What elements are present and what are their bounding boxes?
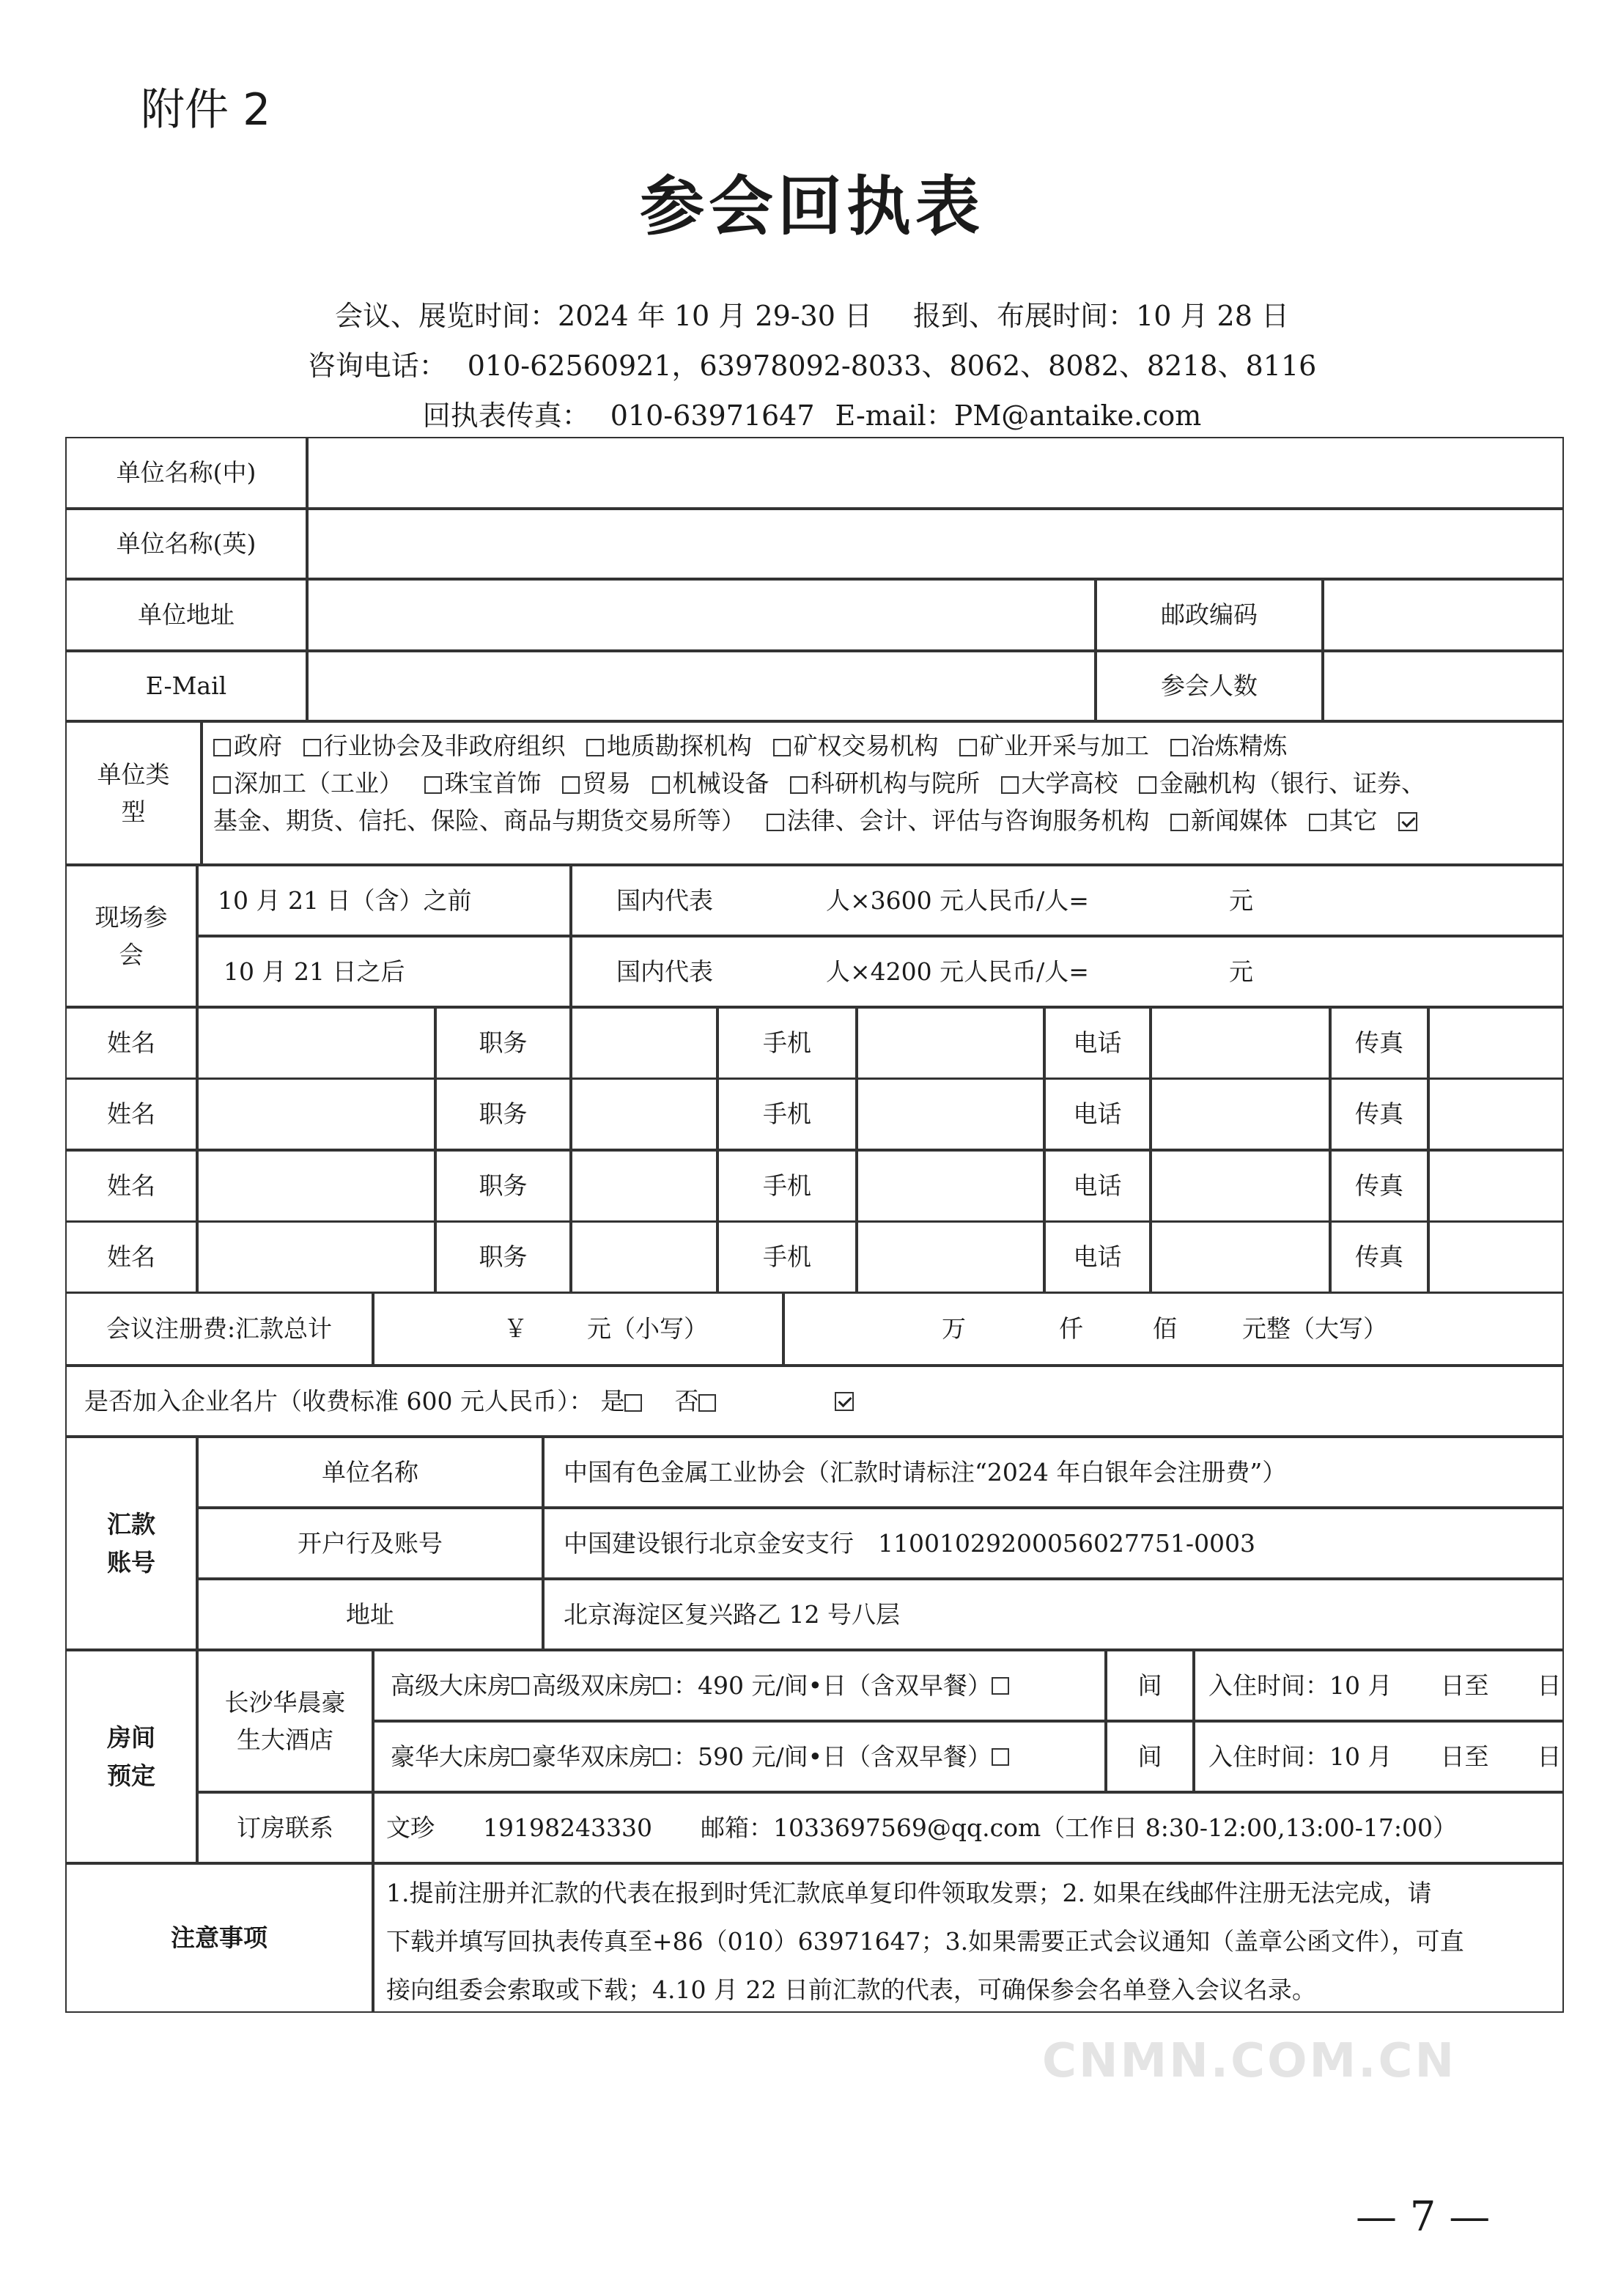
mobile-label-text: 手机	[763, 1099, 811, 1129]
attendees-field[interactable]	[1323, 651, 1564, 721]
title-label	[435, 1221, 571, 1293]
fee-type: 国内代表	[616, 885, 713, 915]
room-count-field[interactable]	[1106, 1721, 1194, 1792]
name-cn-field[interactable]	[307, 437, 1564, 509]
phone-field[interactable]	[1151, 1221, 1330, 1293]
fee-period-late: 10 月 21 日之后	[197, 936, 571, 1007]
remit-row-label	[197, 1508, 543, 1579]
address-label: 单位地址	[65, 579, 307, 651]
checkbox-icon	[1309, 814, 1326, 831]
option-research[interactable]: 科研机构与院所	[790, 769, 980, 797]
option-mining[interactable]: 矿业开采与加工	[959, 732, 1149, 760]
option-association[interactable]: 行业协会及非政府组织	[303, 732, 566, 760]
phone-label-text: 电话	[1073, 1028, 1122, 1058]
room-type-b: 高级双床房	[532, 1670, 653, 1700]
fee-unit: 元	[1229, 957, 1253, 986]
room-label: 房间 预定	[65, 1650, 197, 1863]
name-label-text: 姓名	[107, 1171, 155, 1201]
name-field[interactable]	[197, 1221, 435, 1293]
checkin-text: 入住时间：10 月 日至 日	[1208, 1742, 1562, 1771]
mobile-field[interactable]	[857, 1150, 1044, 1222]
option-legal[interactable]: 法律、会计、评估与咨询服务机构	[767, 806, 1150, 835]
name-label-text: 姓名	[107, 1242, 155, 1272]
remit-row-value-text: 北京海淀区复兴路乙 12 号八层	[564, 1599, 900, 1629]
phone-label-text: 电话	[1073, 1171, 1122, 1201]
phone-info-line	[0, 343, 1624, 383]
checkbox-icon	[1001, 776, 1019, 794]
fax-field[interactable]	[1428, 1221, 1564, 1293]
phone-label-text: 电话	[1073, 1242, 1122, 1272]
checkbox-icon	[586, 739, 604, 756]
unit-wan: 万	[942, 1314, 966, 1344]
fax-label-text: 传真	[1355, 1099, 1403, 1129]
fax-label: 回执表传真：	[422, 399, 590, 432]
checkbox-icon	[652, 776, 670, 794]
card-yes-option[interactable]: 是	[600, 1382, 645, 1420]
mobile-label-text: 手机	[763, 1028, 811, 1058]
fee-unit: 元	[1229, 885, 1253, 915]
unit-type-options	[202, 721, 1564, 865]
phone-field[interactable]	[1151, 1150, 1330, 1222]
fax-label	[1330, 1007, 1428, 1079]
fee-row-early	[571, 865, 1564, 936]
checkbox-icon	[424, 776, 442, 794]
fax-info-line	[0, 393, 1624, 433]
checkbox-icon	[213, 739, 231, 756]
checkin-time: 报到、布展时间：10 月 28 日	[913, 300, 1289, 332]
phone-field[interactable]	[1151, 1078, 1330, 1150]
remit-row-label-text: 单位名称	[322, 1457, 418, 1487]
attachment-label: 附件 2	[141, 84, 271, 136]
name-label	[65, 1221, 197, 1293]
fee-big-label: 元整（大写）	[1242, 1314, 1387, 1344]
fee-row-late	[571, 936, 1564, 1007]
fee-total-label: 会议注册费:汇款总计	[65, 1292, 373, 1366]
card-no-option[interactable]: 否	[674, 1382, 719, 1420]
checkbox-icon[interactable]	[992, 1677, 1009, 1695]
finance-continued: 基金、期货、信托、保险、商品与期货交易所等）	[213, 806, 745, 836]
name-field[interactable]	[197, 1078, 435, 1150]
business-card-row	[65, 1366, 1564, 1437]
checkbox-icon	[773, 739, 791, 756]
mobile-label	[717, 1078, 857, 1150]
unit-bai: 佰	[1153, 1314, 1177, 1344]
phone-label	[1044, 1007, 1151, 1079]
option-geology[interactable]: 地质勘探机构	[586, 732, 752, 760]
postcode-label: 邮政编码	[1096, 579, 1323, 651]
onsite-label: 现场参会	[65, 865, 197, 1007]
room-count-field[interactable]	[1106, 1650, 1194, 1721]
fax-field[interactable]	[1428, 1150, 1564, 1222]
remit-row-label-text: 开户行及账号	[298, 1528, 443, 1558]
option-media[interactable]: 新闻媒体	[1170, 806, 1288, 835]
notes-line: 1.提前注册并汇款的代表在报到时凭汇款底单复印件领取发票；2. 如果在线邮件注册无法完成，请	[386, 1879, 1432, 1907]
title-field[interactable]	[571, 1007, 717, 1079]
remit-label: 汇款 账号	[65, 1437, 197, 1650]
title-label-text: 职务	[479, 1099, 528, 1129]
meeting-info-line	[0, 293, 1624, 334]
name-label-text: 姓名	[107, 1028, 155, 1058]
checkbox-icon	[698, 1394, 716, 1412]
mobile-label-text: 手机	[763, 1242, 811, 1272]
room-type-a: 豪华大床房	[391, 1742, 512, 1771]
business-card-question: 是否加入企业名片（收费标准 600 元人民币）：	[84, 1386, 594, 1415]
fee-formula: 人×4200 元人民币/人=	[826, 957, 1089, 986]
checkin-text: 入住时间：10 月 日至 日	[1208, 1670, 1562, 1700]
checkbox-icon[interactable]	[653, 1677, 671, 1695]
phone-label	[1044, 1150, 1151, 1222]
checkbox-icon	[767, 814, 784, 831]
name-en-label: 单位名称(英)	[65, 509, 307, 579]
room-option-row	[373, 1650, 1106, 1721]
option-trade[interactable]: 贸易	[562, 769, 631, 797]
checkbox-icon	[790, 776, 808, 794]
option-smelting[interactable]: 冶炼精炼	[1170, 732, 1288, 760]
unit-type-row-1	[213, 727, 1562, 765]
postcode-field[interactable]	[1323, 579, 1564, 651]
title-label	[435, 1150, 571, 1222]
unit-type-row-2	[213, 765, 1562, 802]
name-cn-label: 单位名称(中)	[65, 437, 307, 509]
fax-field[interactable]	[1428, 1078, 1564, 1150]
fee-small-field[interactable]	[373, 1292, 783, 1366]
checkbox-icon	[1170, 814, 1188, 831]
booking-contact: 文珍 19198243330 邮箱：1033697569@qq.com（工作日 8:30-12:00,13:00-17:00）	[373, 1792, 1564, 1863]
mobile-label	[717, 1221, 857, 1293]
unit-type-row-3	[213, 802, 1562, 839]
title-label-text: 职务	[479, 1028, 528, 1058]
name-label	[65, 1150, 197, 1222]
remit-row-label	[197, 1579, 543, 1650]
unit-type-label: 单位类型	[65, 721, 202, 865]
option-jewelry[interactable]: 珠宝首饰	[424, 769, 542, 797]
unit-qian: 仟	[1059, 1314, 1083, 1344]
title-field[interactable]	[571, 1221, 717, 1293]
mobile-field[interactable]	[857, 1078, 1044, 1150]
fee-big-field[interactable]	[783, 1292, 1564, 1366]
option-other[interactable]: 其它	[1309, 806, 1378, 835]
fax-label-text: 传真	[1355, 1242, 1403, 1272]
mobile-label-text: 手机	[763, 1171, 811, 1201]
checkbox-icon[interactable]	[992, 1748, 1009, 1766]
address-field[interactable]	[307, 579, 1096, 651]
checked-box-icon[interactable]	[1398, 812, 1417, 831]
name-label	[65, 1078, 197, 1150]
checkin-time-field[interactable]	[1194, 1721, 1564, 1792]
title-label-text: 职务	[479, 1242, 528, 1272]
notes-text	[373, 1863, 1564, 2013]
checkbox-icon	[1139, 776, 1156, 794]
fax-number: 010-63971647	[610, 399, 815, 432]
phone-label-text: 电话	[1073, 1099, 1122, 1129]
checked-box-icon[interactable]	[835, 1392, 854, 1411]
mobile-field[interactable]	[857, 1221, 1044, 1293]
email-address: E-mail：PM@antaike.com	[835, 399, 1202, 432]
phone-label	[1044, 1078, 1151, 1150]
option-machinery[interactable]: 机械设备	[652, 769, 769, 797]
mobile-field[interactable]	[857, 1007, 1044, 1079]
fee-small-label: 元（小写）	[587, 1314, 708, 1344]
remit-row-value-text: 中国有色金属工业协会（汇款时请标注“2024 年白银年会注册费”）	[564, 1457, 1287, 1487]
email-field[interactable]	[307, 651, 1096, 721]
checkbox-icon[interactable]	[653, 1748, 671, 1766]
remit-row-value	[543, 1508, 1564, 1579]
phone-label	[1044, 1221, 1151, 1293]
name-field[interactable]	[197, 1150, 435, 1222]
option-finance[interactable]: 金融机构（银行、证券、	[1139, 769, 1425, 797]
meeting-time: 会议、展览时间：2024 年 10 月 29-30 日	[335, 300, 873, 332]
notes-line: 下载并填写回执表传真至+86（010）63971647；3.如果需要正式会议通知（盖章公函文件），可直	[386, 1927, 1464, 1956]
remit-row-value	[543, 1579, 1564, 1650]
email-label: E-Mail	[65, 651, 307, 721]
checkin-time-field[interactable]	[1194, 1650, 1564, 1721]
remit-row-value	[543, 1437, 1564, 1508]
title-label	[435, 1007, 571, 1079]
mobile-label	[717, 1007, 857, 1079]
title-label-text: 职务	[479, 1171, 528, 1201]
room-price: ：490 元/间•日（含双早餐）	[673, 1670, 992, 1700]
checkbox-icon[interactable]	[512, 1677, 529, 1695]
notes-label: 注意事项	[65, 1863, 373, 2013]
fax-label	[1330, 1150, 1428, 1222]
phone-numbers: 010-62560921，63978092-8033、8062、8082、8218、8116	[467, 350, 1317, 382]
title-label	[435, 1078, 571, 1150]
option-university[interactable]: 大学高校	[1001, 769, 1118, 797]
room-option-row	[373, 1721, 1106, 1792]
fax-label	[1330, 1221, 1428, 1293]
phone-label: 咨询电话：	[307, 350, 447, 382]
fax-label-text: 传真	[1355, 1028, 1403, 1058]
checkbox-icon	[303, 739, 321, 756]
phone-field[interactable]	[1151, 1007, 1330, 1079]
yen-symbol: ￥	[503, 1314, 528, 1344]
name-en-field[interactable]	[307, 509, 1564, 579]
attendees-label: 参会人数	[1096, 651, 1323, 721]
booking-contact-label: 订房联系	[197, 1792, 373, 1863]
room-price: ：590 元/间•日（含双早餐）	[673, 1742, 992, 1771]
checkbox-icon	[562, 776, 580, 794]
title-field[interactable]	[571, 1150, 717, 1222]
fee-period-early: 10 月 21 日（含）之前	[197, 865, 571, 936]
option-mining-rights[interactable]: 矿权交易机构	[773, 732, 939, 760]
notes-line: 接向组委会索取或下载；4.10 月 22 日前汇款的代表，可确保参会名单登入会议名录。	[386, 1975, 1316, 2004]
mobile-label	[717, 1150, 857, 1222]
checkbox-icon	[213, 776, 231, 794]
option-government[interactable]: 政府	[213, 732, 282, 760]
room-unit: 间	[1137, 1670, 1162, 1700]
checkbox-icon	[1170, 739, 1188, 756]
watermark: CNMN.COM.CN	[1042, 2034, 1456, 2088]
option-processing[interactable]: 深加工（工业）	[213, 769, 403, 797]
registration-form	[66, 438, 1565, 2014]
fax-label-text: 传真	[1355, 1171, 1403, 1201]
name-label-text: 姓名	[107, 1099, 155, 1129]
checkbox-icon	[959, 739, 977, 756]
remit-row-value-text: 中国建设银行北京金安支行 11001029200056027751-0003	[564, 1528, 1256, 1558]
room-type-b: 豪华双床房	[532, 1742, 653, 1771]
name-field[interactable]	[197, 1007, 435, 1079]
remit-row-label-text: 地址	[346, 1599, 394, 1629]
page-number: — 7 —	[1356, 2193, 1491, 2241]
title-field[interactable]	[571, 1078, 717, 1150]
room-unit: 间	[1137, 1742, 1162, 1771]
fax-label	[1330, 1078, 1428, 1150]
checkbox-icon[interactable]	[512, 1748, 529, 1766]
fax-field[interactable]	[1428, 1007, 1564, 1079]
room-type-a: 高级大床房	[391, 1670, 512, 1700]
fee-formula: 人×3600 元人民币/人=	[826, 885, 1089, 915]
page-title: 参会回执表	[639, 168, 984, 244]
hotel-name: 长沙华晨豪 生大酒店	[197, 1650, 373, 1792]
remit-row-label	[197, 1437, 543, 1508]
checkbox-icon	[624, 1394, 642, 1412]
fee-type: 国内代表	[616, 957, 713, 986]
name-label	[65, 1007, 197, 1079]
